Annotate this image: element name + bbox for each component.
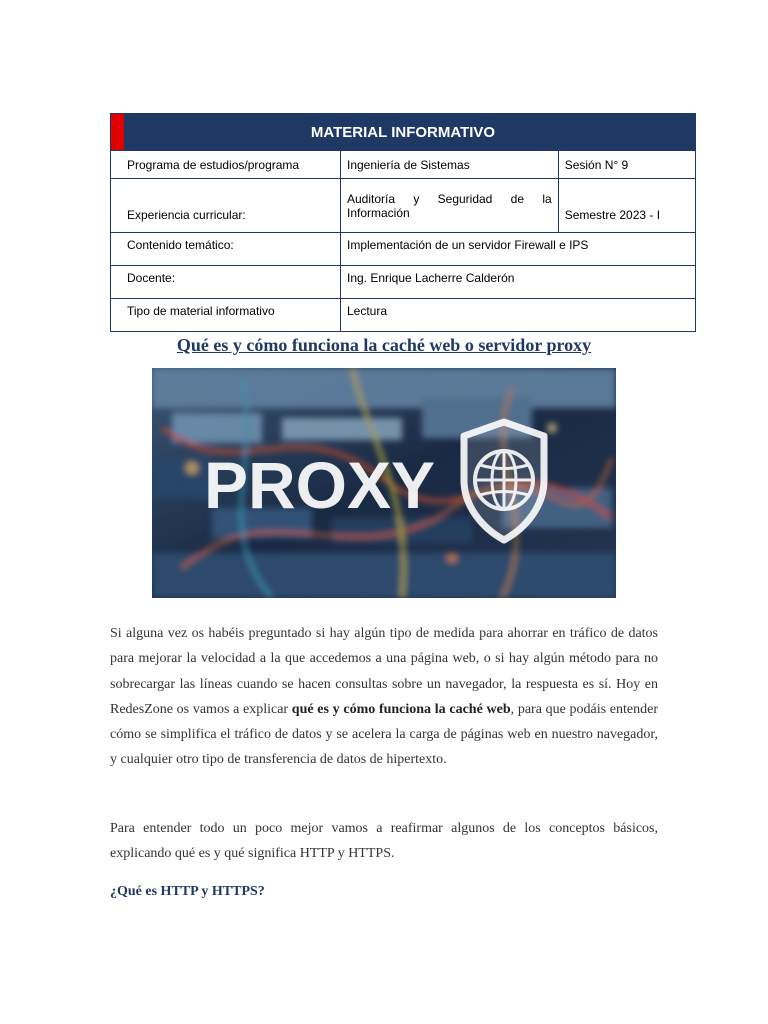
intro-paragraph	[110, 621, 658, 773]
info-table-header	[111, 114, 696, 151]
table-row-programa	[111, 151, 696, 179]
contenido-value: Implementación de un servidor Firewall e IPS	[340, 233, 695, 266]
programa-label: Programa de estudios/programa	[111, 151, 341, 179]
table-row-contenido	[111, 233, 696, 266]
table-row-tipo	[111, 299, 696, 332]
document-title: Qué es y cómo funciona la caché web o servidor proxy	[176, 335, 592, 355]
tipo-value: Lectura	[340, 299, 695, 332]
semestre-value: Semestre 2023 - I	[558, 179, 695, 233]
table-row-docente	[111, 266, 696, 299]
intro-text-a: Si alguna vez os habéis preguntado si hay algún tipo de medida para ahorrar en tráfico de datos para mejorar la velocidad a la que accedemos a una página web, o si hay algún método para no sobrecargar las líneas cuando se hacen consultas sobre un navegador, la respuesta es sí. Hoy en RedesZone os vamos a explicar	[110, 626, 658, 717]
red-accent-bar	[111, 114, 124, 150]
tipo-label: Tipo de material informativo	[111, 299, 341, 332]
docente-value: Ing. Enrique Lacherre Calderón	[340, 266, 695, 299]
experiencia-value	[340, 179, 558, 233]
contenido-label: Contenido temático:	[111, 233, 341, 266]
docente-label: Docente:	[111, 266, 341, 299]
section-heading-http: ¿Qué es HTTP y HTTPS?	[110, 884, 265, 899]
experiencia-value-line2: Información	[346, 205, 410, 220]
concepts-paragraph: Para entender todo un poco mejor vamos a reafirmar algunos de los conceptos básicos, explicando qué es y qué significa HTTP y HTTPS.	[110, 821, 658, 862]
proxy-text: PROXY	[204, 448, 436, 522]
intro-text-b: , para que podáis entender cómo se simplifica el tráfico de datos y se acelera la carga de páginas web en nuestro navegador, y cualquier otro tipo de transferencia de datos de hipertexto.	[110, 701, 658, 768]
table-row-experiencia	[111, 179, 696, 233]
experiencia-value-line1: Auditoría y Seguridad de la	[346, 191, 552, 206]
experiencia-label: Experiencia curricular:	[111, 179, 341, 233]
intro-bold-text: qué es y cómo funciona la caché web	[291, 701, 511, 717]
info-table-header-text: MATERIAL INFORMATIVO	[310, 123, 496, 141]
programa-value: Ingeniería de Sistemas	[340, 151, 558, 179]
sesion-value: Sesión N° 9	[558, 151, 695, 179]
info-table-header-row	[111, 114, 696, 151]
info-table	[110, 113, 696, 332]
proxy-hero-image	[152, 368, 616, 598]
